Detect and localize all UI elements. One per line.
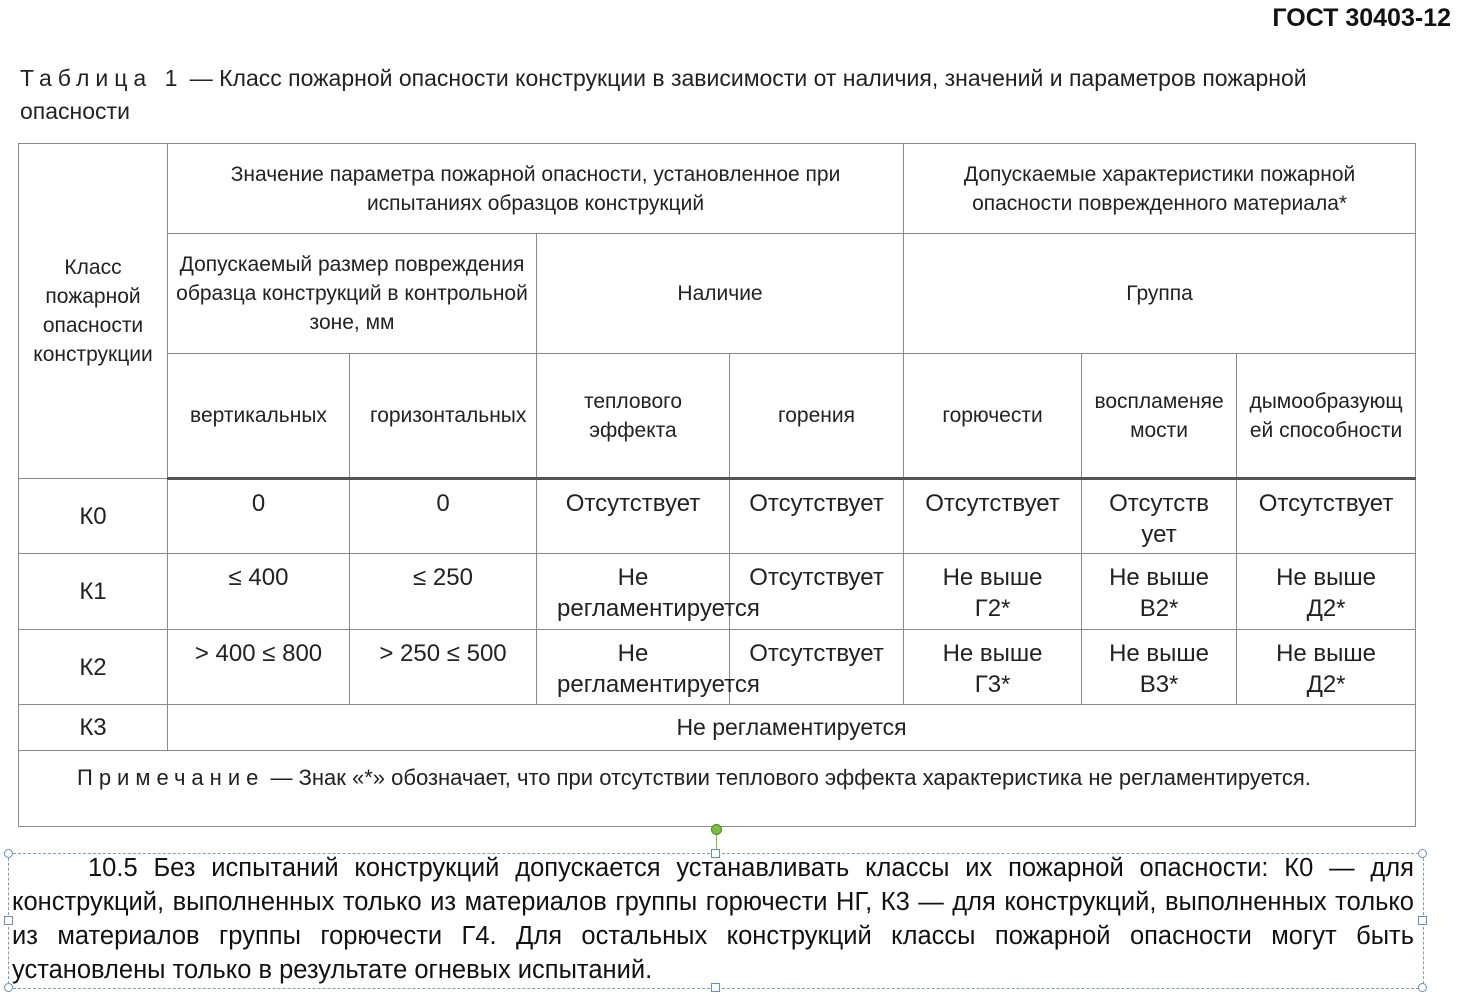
paragraph-text: 10.5 Без испытаний конструкций допускается устанавливать классы их пожарной опасности: К0 — для конструкций, выполненных только из материалов группы горючести НГ, К3 — для конструкций, выполненных только из материалов группы горючести Г4. Для остальных конструкций классы пожарной опасности могут быть установлены только в результате огневых испытаний.	[12, 854, 1414, 984]
flammability-cell: Отсутствует	[1082, 479, 1237, 554]
fire-hazard-table	[18, 143, 1416, 827]
note-text: — Знак «*» обозначает, что при отсутствии теплового эффекта характеристика не регламентируется.	[264, 765, 1311, 790]
table-caption	[20, 62, 1420, 128]
header-smoke: дымообразующей способности	[1237, 354, 1416, 479]
table-row	[19, 554, 1416, 630]
combustibility-cell: Отсутствует	[904, 479, 1082, 554]
k3-value-cell: Не регламентируется	[168, 705, 1416, 751]
resize-handle-top-right[interactable]	[1418, 849, 1427, 858]
caption-prefix: Таблица 1	[20, 65, 184, 91]
burning-cell: Отсутствует	[730, 554, 904, 630]
class-cell: К2	[19, 630, 168, 705]
rotation-handle[interactable]	[711, 824, 722, 835]
burning-cell: Отсутствует	[730, 479, 904, 554]
header-group-b: Допускаемые характеристики пожарной опасности поврежденного материала*	[904, 144, 1416, 234]
header-presence: Наличие	[537, 234, 904, 354]
class-cell: К3	[19, 705, 168, 751]
resize-handle-bottom-right[interactable]	[1418, 983, 1427, 992]
table-row	[19, 705, 1416, 751]
table-row	[19, 479, 1416, 554]
header-vertical: вертикальных	[168, 354, 350, 479]
horizontal-cell: > 250 ≤ 500	[350, 630, 537, 705]
header-combustibility: горючести	[904, 354, 1082, 479]
smoke-cell: Не выше Д2*	[1237, 630, 1416, 705]
horizontal-cell: 0	[350, 479, 537, 554]
header-group-a: Значение параметра пожарной опасности, установленное при испытаниях образцов конструкций	[168, 144, 904, 234]
header-group: Группа	[904, 234, 1416, 354]
paragraph-10-5[interactable]	[12, 851, 1414, 987]
header-thermal: теплового эффекта	[537, 354, 730, 479]
smoke-cell: Не выше Д2*	[1237, 554, 1416, 630]
header-class-col: Класс пожарной опасности конструкции	[19, 144, 168, 479]
vertical-cell: > 400 ≤ 800	[168, 630, 350, 705]
header-flammability: воспламеняемости	[1082, 354, 1237, 479]
table-note	[19, 751, 1416, 827]
note-prefix: Примечание	[77, 765, 265, 790]
flammability-cell: Не выше В2*	[1082, 554, 1237, 630]
table-row	[19, 630, 1416, 705]
header-burning: горения	[730, 354, 904, 479]
horizontal-cell: ≤ 250	[350, 554, 537, 630]
flammability-cell: Не выше В3*	[1082, 630, 1237, 705]
combustibility-cell: Не выше Г2*	[904, 554, 1082, 630]
resize-handle-right[interactable]	[1418, 916, 1427, 925]
class-cell: К0	[19, 479, 168, 554]
burning-cell: Отсутствует	[730, 630, 904, 705]
vertical-cell: 0	[168, 479, 350, 554]
document-header: ГОСТ 30403-12	[1272, 4, 1451, 32]
thermal-cell: Отсутствует	[537, 479, 730, 554]
caption-text: — Класс пожарной опасности конструкции в зависимости от наличия, значений и параметров пожарной опасности	[20, 65, 1307, 124]
header-horizontal: горизонтальных	[350, 354, 537, 479]
smoke-cell: Отсутствует	[1237, 479, 1416, 554]
thermal-cell: Не регламентируется	[537, 630, 730, 705]
vertical-cell: ≤ 400	[168, 554, 350, 630]
class-cell: К1	[19, 554, 168, 630]
header-damage-size: Допускаемый размер повреждения образца конструкций в контрольной зоне, мм	[168, 234, 537, 354]
thermal-cell: Не регламентируется	[537, 554, 730, 630]
combustibility-cell: Не выше Г3*	[904, 630, 1082, 705]
